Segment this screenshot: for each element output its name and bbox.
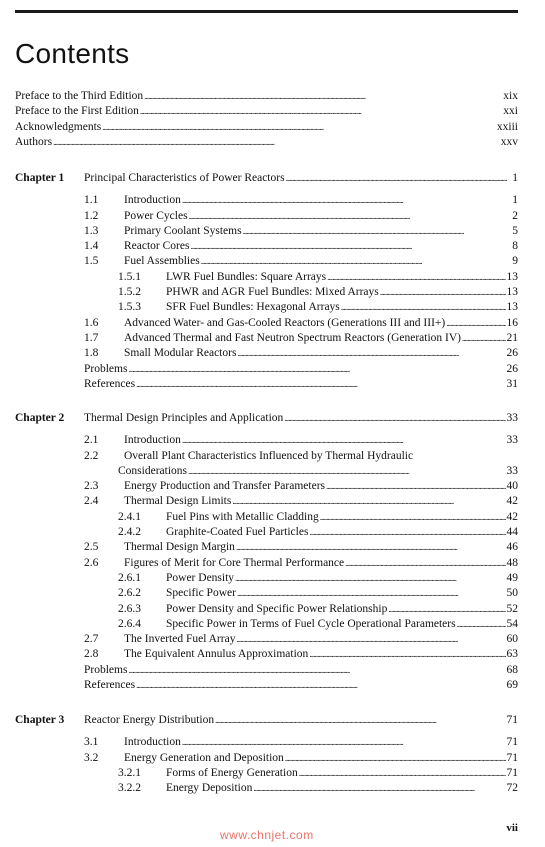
dot-leader [182,193,511,208]
section-page: 71 [506,766,518,779]
section-page: 60 [506,633,518,646]
section-title: References [84,377,136,390]
section-page: 48 [506,556,518,569]
chapter-heading[interactable] [15,713,518,728]
subsection-entry[interactable] [84,586,518,601]
section-title: Energy Deposition [166,782,253,795]
section-entry[interactable] [84,193,518,208]
dot-leader [462,331,505,346]
chapter-2-block [15,411,518,693]
dot-leader [53,135,500,150]
section-page: 50 [506,587,518,600]
dot-leader [140,104,502,119]
section-entry[interactable] [84,556,518,571]
dot-leader [128,362,505,377]
section-page: 26 [506,347,518,360]
section-title: Graphite-Coated Fuel Particles [166,526,309,539]
chapter-title: Principal Characteristics of Power Reactors [84,172,285,184]
dot-leader [144,89,502,104]
page-title: Contents [15,38,130,69]
section-entry[interactable] [84,751,518,766]
front-matter-entry[interactable] [15,89,518,104]
section-page: 2 [512,209,518,222]
section-entry[interactable] [84,647,518,662]
entry-title: Preface to the First Edition [15,105,139,118]
section-number: 1.5.2 [118,286,141,299]
section-number: 2.6.1 [118,571,141,584]
backmatter-entry[interactable] [84,678,518,693]
section-number: 1.5 [84,255,99,268]
section-page: 1 [512,194,518,207]
section-title: Introduction [124,736,181,749]
top-rule [15,10,518,13]
chapter-entries [84,193,518,392]
dot-leader [341,300,506,315]
section-number: 2.3 [84,480,99,493]
dot-leader [286,171,512,186]
dot-leader [309,525,505,540]
section-number: 3.2.1 [118,766,141,779]
section-page: 42 [506,495,518,508]
section-number: 2.1 [84,434,99,447]
section-number: 2.6.4 [118,617,141,630]
dot-leader [299,766,506,781]
section-title: Figures of Merit for Core Thermal Performance [124,556,345,569]
section-page: 26 [506,362,518,375]
subsection-entry[interactable] [84,285,518,300]
section-title: Reactor Cores [124,240,190,253]
section-number: 3.1 [84,736,99,749]
section-number: 2.2 [84,449,99,462]
subsection-entry[interactable] [84,781,518,796]
section-title: Introduction [124,194,181,207]
chapter-3-block [15,713,518,796]
section-number: 1.8 [84,347,99,360]
dot-leader [232,494,505,509]
section-entry-continued[interactable] [84,464,518,479]
backmatter-entry[interactable] [84,663,518,678]
dot-leader [136,377,505,392]
section-page: 9 [512,255,518,268]
chapter-heading[interactable] [15,411,518,426]
dot-leader [182,735,506,750]
subsection-entry[interactable] [84,510,518,525]
subsection-entry[interactable] [84,617,518,632]
subsection-entry[interactable] [84,571,518,586]
section-title: Problems [84,362,128,375]
section-title: Advanced Water- and Gas-Cooled Reactors (Generations III and III+) [124,316,446,329]
dot-leader [446,316,505,331]
section-entry[interactable] [84,224,518,239]
dot-leader [327,270,505,285]
section-entry[interactable] [84,735,518,750]
entry-title: Authors [15,135,53,148]
section-title-cont: Considerations [118,464,187,477]
section-title: Energy Production and Transfer Parameters [124,480,325,493]
section-page: 54 [506,617,518,630]
section-entry[interactable] [84,540,518,555]
dot-leader [188,464,506,479]
dot-leader [102,120,496,135]
entry-page: xix [503,90,518,102]
section-number: 1.6 [84,316,99,329]
section-number: 1.7 [84,331,99,344]
section-page: 31 [506,377,518,390]
dot-leader [326,479,506,494]
section-number: 2.6.3 [118,602,141,615]
section-page: 40 [506,480,518,493]
dot-leader [136,678,505,693]
section-title: Thermal Design Limits [124,495,232,508]
chapter-page: 71 [506,714,518,726]
dot-leader [345,556,505,571]
backmatter-entry[interactable] [84,377,518,392]
dot-leader [285,751,506,766]
section-page: 16 [506,316,518,329]
section-entry[interactable] [84,494,518,509]
section-title: PHWR and AGR Fuel Bundles: Mixed Arrays [166,286,379,299]
entry-page: xxv [500,135,518,148]
dot-leader [237,346,505,361]
section-page: 71 [506,751,518,764]
dot-leader [201,254,512,269]
section-number: 2.4.1 [118,510,141,523]
chapter-entries [84,735,518,796]
subsection-entry[interactable] [84,300,518,315]
section-number: 2.4 [84,495,99,508]
subsection-entry[interactable] [84,602,518,617]
section-title: LWR Fuel Bundles: Square Arrays [166,270,327,283]
dot-leader [284,411,505,426]
dot-leader [253,781,505,796]
section-title: Overall Plant Characteristics Influenced by Thermal Hydraulic [124,449,414,462]
subsection-entry[interactable] [84,766,518,781]
section-entry[interactable] [84,209,518,224]
section-entry[interactable] [84,316,518,331]
section-page: 44 [506,526,518,539]
section-entry[interactable] [84,433,518,448]
dot-leader [236,632,505,647]
section-title: Energy Generation and Deposition [124,751,284,764]
chapter-title: Reactor Energy Distribution [84,714,215,726]
section-page: 42 [506,510,518,523]
section-entry[interactable] [84,346,518,361]
section-page: 46 [506,541,518,554]
entry-page: xxiii [496,120,518,133]
dot-leader [237,586,506,601]
section-page: 13 [506,270,518,283]
section-title: The Inverted Fuel Array [124,633,236,646]
chapter-label: Chapter 3 [15,714,65,726]
section-title: References [84,679,136,692]
section-page: 63 [506,648,518,661]
section-title: Problems [84,663,128,676]
section-number: 2.6 [84,556,99,569]
section-number: 2.7 [84,633,99,646]
section-entry[interactable] [84,632,518,647]
entry-page: xxi [503,105,518,118]
entry-title: Acknowledgments [15,120,102,133]
chapter-entries [84,433,518,693]
section-number: 2.4.2 [118,526,141,539]
section-page: 52 [506,602,518,615]
chapter-page: 33 [506,412,518,424]
section-page: 49 [506,571,518,584]
section-title: Specific Power in Terms of Fuel Cycle Operational Parameters [166,617,456,630]
subsection-entry[interactable] [84,525,518,540]
dot-leader [215,713,505,728]
section-number: 1.5.3 [118,301,141,314]
section-number: 1.1 [84,194,99,207]
chapter-label: Chapter 2 [15,412,65,424]
section-entry[interactable] [84,331,518,346]
section-title: Small Modular Reactors [124,347,237,360]
section-title: The Equivalent Annulus Approximation [124,648,309,661]
front-matter-entry[interactable] [15,135,518,150]
section-number: 1.2 [84,209,99,222]
section-title: Fuel Assemblies [124,255,200,268]
section-page: 21 [506,331,518,344]
section-title: Fuel Pins with Metallic Cladding [166,510,319,523]
section-page: 72 [506,782,518,795]
section-page: 8 [512,240,518,253]
section-number: 3.2 [84,751,99,764]
section-number: 2.6.2 [118,587,141,600]
section-title: Thermal Design Margin [124,541,235,554]
dot-leader [128,663,505,678]
chapter-heading[interactable] [15,171,518,186]
dot-leader [189,209,512,224]
entry-title: Preface to the Third Edition [15,90,144,102]
section-title: Forms of Energy Generation [166,766,298,779]
section-number: 1.3 [84,224,99,237]
dot-leader [457,617,506,632]
section-page: 71 [506,736,518,749]
dot-leader [235,571,505,586]
section-title: Specific Power [166,587,236,600]
section-entry[interactable] [84,254,518,269]
dot-leader [236,540,506,555]
front-matter-entry[interactable] [15,104,518,119]
backmatter-entry[interactable] [84,362,518,377]
chapter-1-block [15,171,518,392]
dot-leader [388,602,505,617]
section-page: 69 [506,679,518,692]
chapter-label: Chapter 1 [15,172,65,184]
section-title: Power Density [166,571,235,584]
watermark: www.chnjet.com [220,828,314,842]
dot-leader [190,239,511,254]
section-page: 13 [506,301,518,314]
front-matter-list [15,89,518,150]
section-title: Primary Coolant Systems [124,224,242,237]
section-entry[interactable] [84,479,518,494]
section-title: Introduction [124,434,181,447]
section-title: Advanced Thermal and Fast Neutron Spectrum Reactors (Generation IV) [124,331,462,344]
section-number: 3.2.2 [118,782,141,795]
section-number: 1.5.1 [118,270,141,283]
section-entry[interactable] [84,449,518,464]
section-page: 33 [506,434,518,447]
section-number: 1.4 [84,240,99,253]
section-title: Power Density and Specific Power Relationship [166,602,388,615]
section-title: Power Cycles [124,209,188,222]
front-matter-entry[interactable] [15,120,518,135]
chapter-title: Thermal Design Principles and Application [84,412,284,424]
section-number: 2.5 [84,541,99,554]
dot-leader [320,510,506,525]
section-page: 33 [506,464,518,477]
chapter-page: 1 [512,172,518,184]
subsection-entry[interactable] [84,270,518,285]
section-page: 5 [512,224,518,237]
section-page: 13 [506,286,518,299]
dot-leader [380,285,506,300]
section-title: SFR Fuel Bundles: Hexagonal Arrays [166,301,340,314]
dot-leader [309,647,505,662]
dot-leader [243,224,512,239]
section-page: 68 [506,663,518,676]
section-number: 2.8 [84,648,99,661]
section-entry[interactable] [84,239,518,254]
page-number: vii [506,822,518,834]
dot-leader [182,433,506,448]
